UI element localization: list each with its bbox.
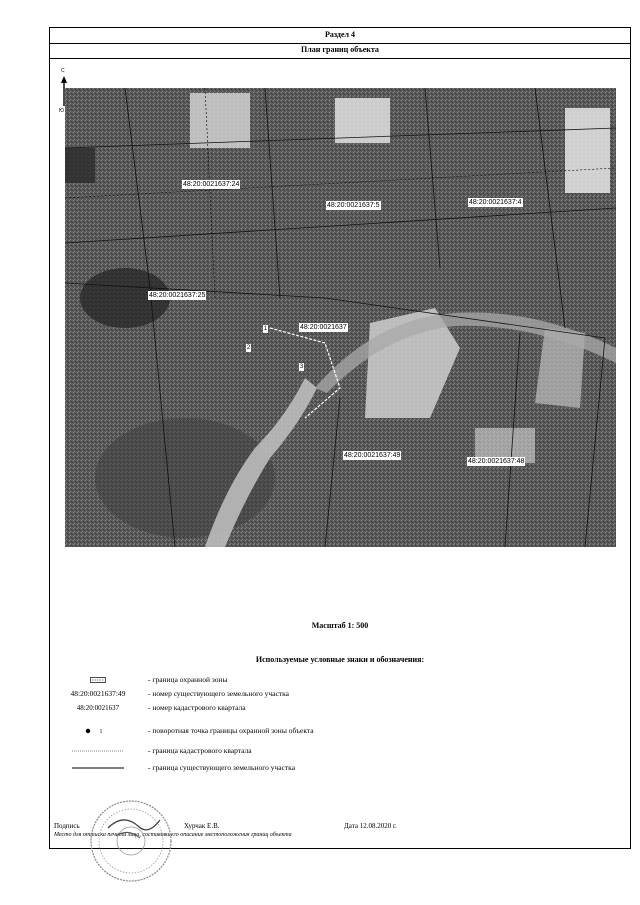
document-frame (49, 27, 631, 849)
turn-point-label: 1 (263, 326, 268, 332)
legend-text: - поворотная точка границы охранной зоны объекта (148, 726, 314, 735)
plan-title: План границ объекта (50, 43, 630, 59)
parcel-boundary-symbol-icon (52, 762, 144, 774)
legend-quarter-number: 48:20:0021637 (76, 704, 120, 712)
legend-text: - граница кадастрового квартала (148, 746, 252, 755)
parcel-label: 48:20:0021637:5 (327, 202, 380, 209)
aerial-map (65, 88, 616, 547)
turn-point-label: 3 (299, 364, 304, 370)
legend-text: - граница охранной зоны (148, 675, 228, 684)
north-label: С (61, 68, 65, 74)
legend-text: - граница существующего земельного участка (148, 763, 296, 772)
parcel-label: 48:20:0021637:4 (469, 199, 522, 206)
quarter-boundary-symbol-icon (52, 745, 144, 757)
legend-text: - номер существующего земельного участка (148, 689, 289, 698)
legend-parcel-number: 48:20:0021637:49 (70, 689, 126, 698)
document-date: Дата 12.08.2020 г. (344, 822, 397, 830)
section-header: Раздел 4 (50, 28, 630, 44)
stamp-place-note: Место для оттиска печати лица, составившего описание местоположения границ объекта (54, 832, 292, 838)
turn-point-label: 2 (246, 345, 251, 351)
legend-item (50, 762, 590, 774)
legend-text: - номер кадастрового квартала (148, 703, 246, 712)
parcel-label: 48:20:0021637:48 (468, 458, 525, 465)
south-label: Ю (59, 108, 65, 114)
legend-item (50, 688, 590, 700)
parcel-label: 48:20:0021637:24 (183, 181, 240, 188)
legend-item (50, 674, 590, 686)
map-scale: Масштаб 1: 500 (311, 621, 369, 630)
parcel-label: 48:20:0021637:49 (344, 452, 401, 459)
legend-item (50, 725, 590, 737)
signature-label: Подпись (54, 822, 80, 830)
signer-name: Хурчак Е.В. (184, 822, 220, 830)
legend-item (50, 702, 590, 714)
parcel-label: 48:20:0021637:25 (149, 292, 206, 299)
protection-zone-symbol-icon (52, 674, 144, 686)
legend-item (50, 745, 590, 757)
seal-stamp-icon (88, 798, 174, 884)
cadastral-quarter-label: 48:20:0021637 (300, 324, 347, 331)
legend-title: Используемые условные знаки и обозначения: (255, 655, 425, 664)
aerial-photo (65, 88, 616, 547)
turn-point-symbol-icon: 1 (52, 725, 144, 738)
